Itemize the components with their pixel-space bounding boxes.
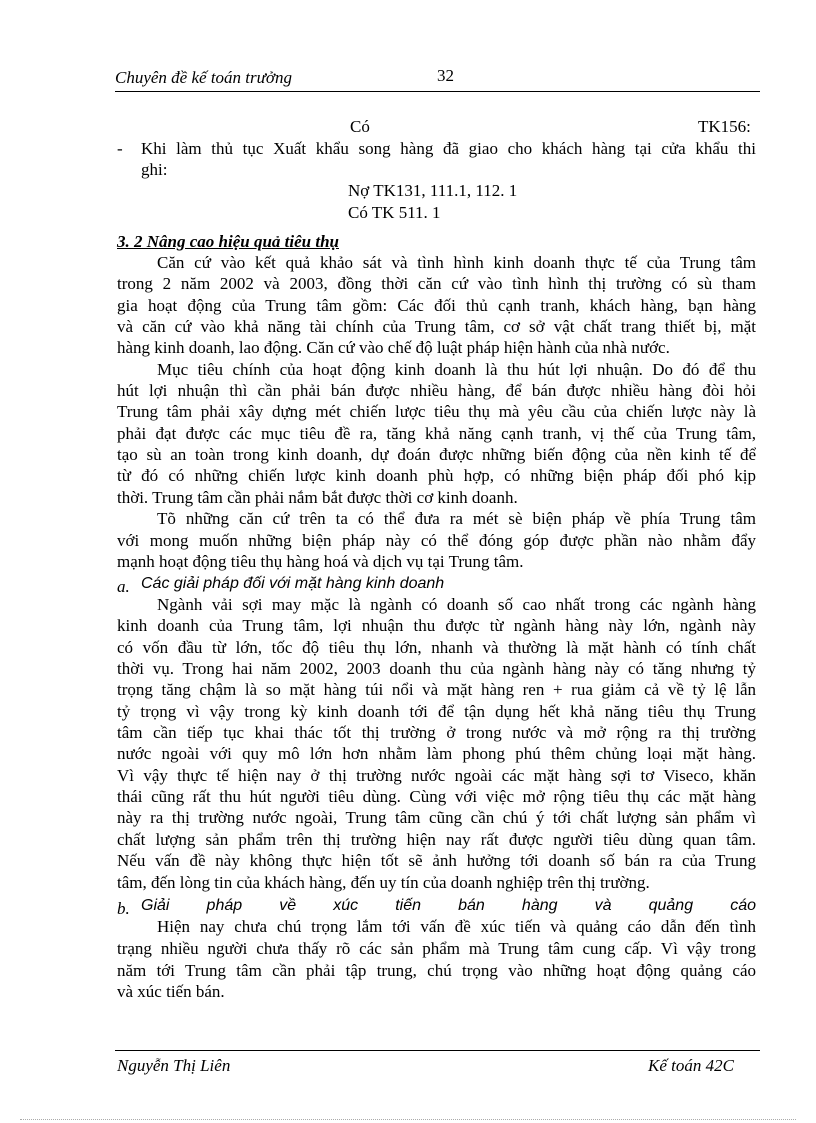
journal-credit: Có TK 511. 1 [348,203,441,222]
paragraph-line: trong 2 năm 2002 và 2003, đồng thời căn cứ vào tình hình thị trường có sù tham [117,274,756,293]
paragraph-line: với mong muốn những biện pháp này có thể đóng góp được phần nào nhằm đẩy [117,531,756,550]
page-boundary-dotted-line [20,1119,796,1120]
page-number: 32 [437,66,454,85]
footer-rule [115,1050,760,1051]
paragraph-line: trạng nhiều người chưa thấy rõ các sản phẩm mà Trung tâm cung cấp. Vì vậy trong [117,939,756,958]
paragraph-line: chất lượng sản phẩm trên thị trường hiện nay rất được người tiêu dùng quan tâm. [117,830,756,849]
paragraph-line: gia hoạt động của Trung tâm gồm: Các đối thủ cạnh tranh, khách hàng, bạn hàng [117,296,756,315]
bullet-text-line-1: Khi làm thủ tục Xuất khẩu song hàng đã giao cho khách hàng tại cửa khẩu thi [141,139,756,158]
paragraph-line: Mục tiêu chính của hoạt động kinh doanh là thu hút lợi nhuận. Do đó để thu [157,360,756,379]
paragraph-line: hút lợi nhuận thì cần phải bán được nhiều hàng, để bán được nhiều hàng đòi hỏi [117,381,756,400]
bullet-text-line-2: ghi: [141,160,168,179]
section-heading: 3. 2 Nâng cao hiệu quả tiêu thụ [117,232,339,251]
co-label: Có [350,117,370,136]
paragraph-line: nước ngoài với quy mô lớn hơn nhằm làm phong phú thêm chủng loại mặt hàng. [117,744,756,763]
subheading-a-title: Các giải pháp đối với mặt hàng kinh doanh [141,575,445,592]
bullet-dash: - [117,139,123,158]
paragraph-line: Căn cứ vào kết quả khảo sát và tình hình kinh doanh thực tế của Trung tâm [157,253,756,272]
paragraph-line: Nếu vấn đề này không thực hiện tốt sẽ ảnh hưởng tới doanh số bán ra của Trung [117,851,756,870]
footer-class: Kế toán 42C [648,1056,734,1075]
paragraph-line: năm tới Trung tâm cần phải tập trung, chú trọng vào những hoạt động quảng cáo [117,961,756,980]
subheading-a-letter: a. [117,577,130,596]
paragraph-line: trọng tăng chậm là so mặt hàng túi nổi và mặt hàng ren + rua giảm cả về tỷ lệ lẫn [117,680,756,699]
header-rule [115,91,760,92]
paragraph-line: từ đó có những chiến lược kinh doanh phù hợp, có những biện pháp đối phó kịp [117,466,756,485]
paragraph-line: có vốn đầu từ lớn, tốc độ tiêu thụ lớn, nhanh và thường là mặt hành có tính chất [117,638,756,657]
paragraph-line: thái cũng rất thu hút người tiêu dùng. Cùng với việc mở rộng tiêu thụ các mặt hàng [117,787,756,806]
header-title: Chuyên đề kế toán trưởng [115,68,292,87]
paragraph-line: hàng kinh doanh, lao động. Căn cứ vào chế độ luật pháp hiện hành của nhà nước. [117,338,670,357]
paragraph-line: thời vụ. Trong hai năm 2002, 2003 doanh thu của ngành hàng này có tăng nhưng tỷ [117,659,756,678]
paragraph-line: kinh doanh của Trung tâm, lợi nhuận thu được từ ngành hàng này lớn, ngành này [117,616,756,635]
page-header [115,64,760,90]
paragraph-line: thời. Trung tâm cần phải nắm bắt được thời cơ kinh doanh. [117,488,518,507]
tk156-label: TK156: [698,117,751,136]
paragraph-line: và căn cứ vào khả năng tài chính của Trung tâm, cơ sở vật chất trang thiết bị, mặt [117,317,756,336]
paragraph-line: phải đạt được các mục tiêu đề ra, tăng khả năng cạnh tranh, vị thế của Trung tâm, [117,424,756,443]
paragraph-line: tâm, đến lòng tin của khách hàng, đến uy tín của doanh nghiệp trên thị trường. [117,873,650,892]
subheading-b-title: Giải pháp về xúc tiến bán hàng và quảng cáo [141,897,756,914]
paragraph-line: tâm cần tiếp tục khai thác tốt thị trường ở trong nước và mở rộng ra thị trường [117,723,756,742]
paragraph-line: Hiện nay chưa chú trọng lắm tới vấn đề xúc tiến và quảng cáo dẫn đến tình [157,917,756,936]
journal-debit: Nợ TK131, 111.1, 112. 1 [348,181,518,200]
paragraph-line: Tõ những căn cứ trên ta có thể đưa ra mét sè biện pháp về phía Trung tâm [157,509,756,528]
subheading-b-letter: b. [117,899,130,918]
paragraph-line: tỷ trọng vì vậy trong kỳ kinh doanh tới để tận dụng hết khả năng tiêu thụ Trung [117,702,756,721]
paragraph-line: này ra thị trường nước ngoài, Trung tâm cũng cần chú ý tới chất lượng sản phẩm vì [117,808,756,827]
paragraph-line: Vì vậy thực tế hiện nay ở thị trường nước ngoài các mặt hàng sợi tơ Viseco, khăn [117,766,756,785]
paragraph-line: mạnh hoạt động tiêu thụ hàng hoá và dịch vụ tại Trung tâm. [117,552,524,571]
paragraph-line: và xúc tiến bán. [117,982,225,1001]
paragraph-line: Trung tâm phải xây dựng mét chiến lược tiêu thụ mà yêu cầu của chiến lược này là [117,402,756,421]
paragraph-line: Ngành vải sợi may mặc là ngành có doanh số cao nhất trong các ngành hàng [157,595,756,614]
paragraph-line: tạo sù an toàn trong kinh doanh, dự đoán được những biến động của nền kinh tế để [117,445,756,464]
footer-author: Nguyễn Thị Liên [117,1056,231,1075]
